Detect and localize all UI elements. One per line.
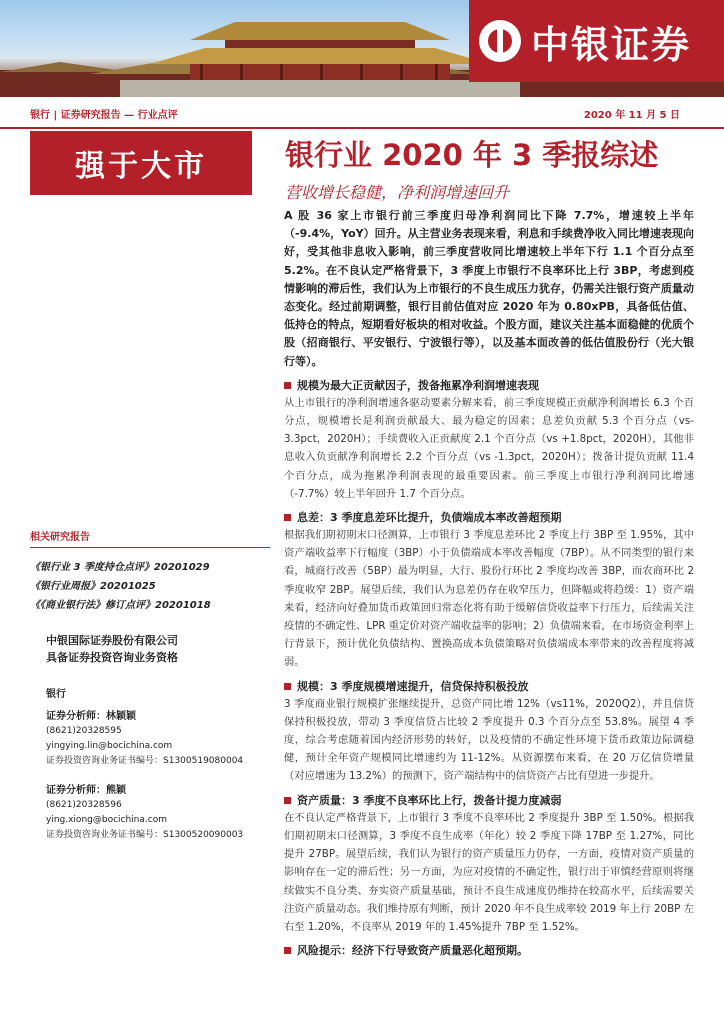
analyst-email[interactable]: yingying.lin@bocichina.com bbox=[46, 741, 173, 751]
report-subtitle: 营收增长稳健，净利润增速回升 bbox=[285, 183, 510, 202]
meta-bar bbox=[0, 97, 724, 129]
section-heading-text: 规模为最大正贡献因子，拨备拖累净利润增速表现 bbox=[297, 378, 539, 392]
section-heading-text: 规模：3 季度规模增速提升，信贷保持积极投放 bbox=[297, 679, 529, 693]
section-heading-text: 风险提示：经济下行导致资产质量恶化超预期。 bbox=[297, 944, 528, 958]
section-body-margin: 根据我们期初期末口径测算，上市银行 3 季度息差环比 2 季度上行 3BP 至 1.95%，其中资产端收益率下行幅度（3BP）小于负债端成本率改善幅度（7BP）。从不同类型的银行来看，城商行改善（5BP）最为明显，大行、股份行环比 2 季度均改善 3BP，而农商环比 2 季度收窄 2BP。展望后续，我们认为息差仍存在收窄压力，但降幅或将趋缓：1）资产端来看，经济向好叠加货币政策回归常态化将有助于缓解信贷收益率下行压力，后续需关注疫情的不确定性、LPR 重定价对资产端收益率的影响；2）负债端来看，在市场资金利率上行背景下，预计优化负债结构、置换高成本负债策略对负债端成本率带来的改善程度将减弱。 bbox=[284, 529, 694, 669]
section-body-scale: 3 季度商业银行规模扩张继续提升，总资产同比增 12%（vs11%，2020Q2），并且信贷保持积极投放，带动 3 季度信贷占比较 2 季度提升 0.3 个百分点至 53.8%。展望 4 季度，综合考虑随着国内经济形势的转好，以及疫情的不确定性环境下货币政策边际调稳健，预计全年资产规模同比增速约为 11-12%。从资源摆布来看，在 20 万亿信贷增量（对应增速为 13.2%）的预测下，资产端结构中的信贷资产占比有望进一步提升。 bbox=[284, 697, 694, 783]
section-heading-risk bbox=[284, 942, 694, 959]
analyst-cert: 证券投资咨询业务证书编号：S1300520090003 bbox=[46, 830, 244, 840]
rating-badge: 强于大市 bbox=[30, 131, 252, 195]
bullet-square-icon bbox=[284, 514, 291, 521]
bullet-square-icon bbox=[284, 797, 291, 804]
section-body-profit-drivers: 从上市银行的净利润增速各驱动要素分解来看，前三季度规模正贡献净利润增长 6.3 个百分点，规模增长是利润贡献最大、最为稳定的因素；息差负贡献 5.3 个百分点（vs-3.3pct，2020H）；手续费收入正贡献度 2.1 个百分点（vs +1.8pct，2020H），其他非息收入负贡献净利润增长 2.2 个百分点（vs -1.3pct，2020H）；拨备计提负贡献 11.4 个百分点，成为拖累净利润表现的最重要因素。前三季度上市银行净利润同比增速（-7.7%）较上半年回升 1.7 个百分点。 bbox=[284, 396, 694, 500]
section-body-asset-quality: 在不良认定严格背景下，上市银行 3 季度不良率环比 2 季度提升 3BP 至 1.50%。根据我们期初期末口径测算，3 季度不良生成率（年化）较 2 季度下降 17BP 至 1.27%，同比提升 27BP。展望后续，我们认为银行的资产质量压力仍存，一方面，疫情对资产质量的影响存在一定的滞后性；另一方面，为应对疫情的不确定性，银行出于审慎经营原则将继续做实不良分类、夯实资产质量基础，预计不良生成速度仍维持在较高水平，后续需要关注资产质量动态。我们维持原有判断，预计 2020 年不良生成率较 2019 年上行 20BP 左右至 1.20%，不良率从 2019 年的 1.45%提升 7BP 至 1.52%。 bbox=[284, 811, 694, 933]
analyst-name: 证券分析师：林颖颖 bbox=[46, 711, 136, 722]
related-report-item[interactable]: 《银行业周报》20201025 bbox=[30, 581, 156, 592]
bullet-square-icon bbox=[284, 683, 291, 690]
boc-logo-icon bbox=[479, 20, 521, 62]
related-reports bbox=[30, 528, 270, 615]
section-heading-asset-quality bbox=[284, 792, 694, 809]
bullet-square-icon bbox=[284, 382, 291, 389]
analyst-phone: (8621)20328596 bbox=[46, 800, 122, 810]
summary-paragraph: A 股 36 家上市银行前三季度归母净利润同比下降 7.7%，增速较上半年（-9.4%，YoY）回升。从主营业务表现来看，利息和手续费净收入同比增速表现向好，受其他非息收入影响，前三季度营收同比增速较上半年下行 1.1 个百分点至 5.2%。在不良认定严格背景下，3 季度上市银行不良率环比上行 3BP，考虑到疫情影响的滞后性，我们认为上市银行的不良生成压力犹存，仍需关注银行资产质量动态变化。经过前期调整，银行目前估值对应 2020 年为 0.80xPB，具备低估值、低持仓的特点，短期看好板块的相对收益。个股方面，建议关注基本面稳健的优质个股（招商银行、平安银行、宁波银行等），以及基本面改善的低估值股份行（光大银行等）。 bbox=[284, 209, 694, 368]
report-title: 银行业 2020 年 3 季报综述 bbox=[285, 138, 659, 172]
section-heading-text: 息差：3 季度息差环比提升，负债端成本率改善超预期 bbox=[297, 511, 562, 525]
bullet-square-icon bbox=[284, 947, 291, 954]
section-heading-text: 资产质量：3 季度不良率环比上行，拨备计提力度减弱 bbox=[297, 793, 562, 807]
company-name: 中银国际证券股份有限公司 bbox=[46, 634, 178, 647]
analyst-card bbox=[46, 783, 243, 843]
brand-name: 中银证券 bbox=[531, 22, 692, 67]
related-reports-heading: 相关研究报告 bbox=[30, 528, 270, 548]
section-heading-margin bbox=[284, 509, 694, 526]
analyst-cert: 证券投资咨询业务证书编号：S1300519080004 bbox=[46, 756, 244, 766]
analyst-name: 证券分析师：熊颖 bbox=[46, 785, 126, 796]
main-content bbox=[284, 207, 694, 959]
company-qualification: 具备证券投资咨询业务资格 bbox=[46, 651, 178, 664]
analyst-sector: 银行 bbox=[46, 689, 66, 700]
related-report-item[interactable]: 《银行业 3 季度持仓点评》20201029 bbox=[30, 562, 210, 573]
company-info bbox=[46, 632, 178, 666]
analyst-email[interactable]: ying.xiong@bocichina.com bbox=[46, 815, 167, 825]
analyst-info bbox=[46, 686, 243, 857]
analyst-phone: (8621)20328595 bbox=[46, 726, 122, 736]
brand-logo bbox=[469, 0, 724, 82]
section-heading-scale-contribution bbox=[284, 377, 694, 394]
header-banner bbox=[0, 0, 724, 97]
section-heading-scale bbox=[284, 678, 694, 695]
report-date: 2020 年 11 月 5 日 bbox=[583, 110, 680, 121]
analyst-card bbox=[46, 709, 243, 769]
related-report-item[interactable]: 《《商业银行法》修订点评》20201018 bbox=[30, 600, 211, 611]
breadcrumb: 银行 | 证券研究报告 — 行业点评 bbox=[30, 110, 178, 121]
